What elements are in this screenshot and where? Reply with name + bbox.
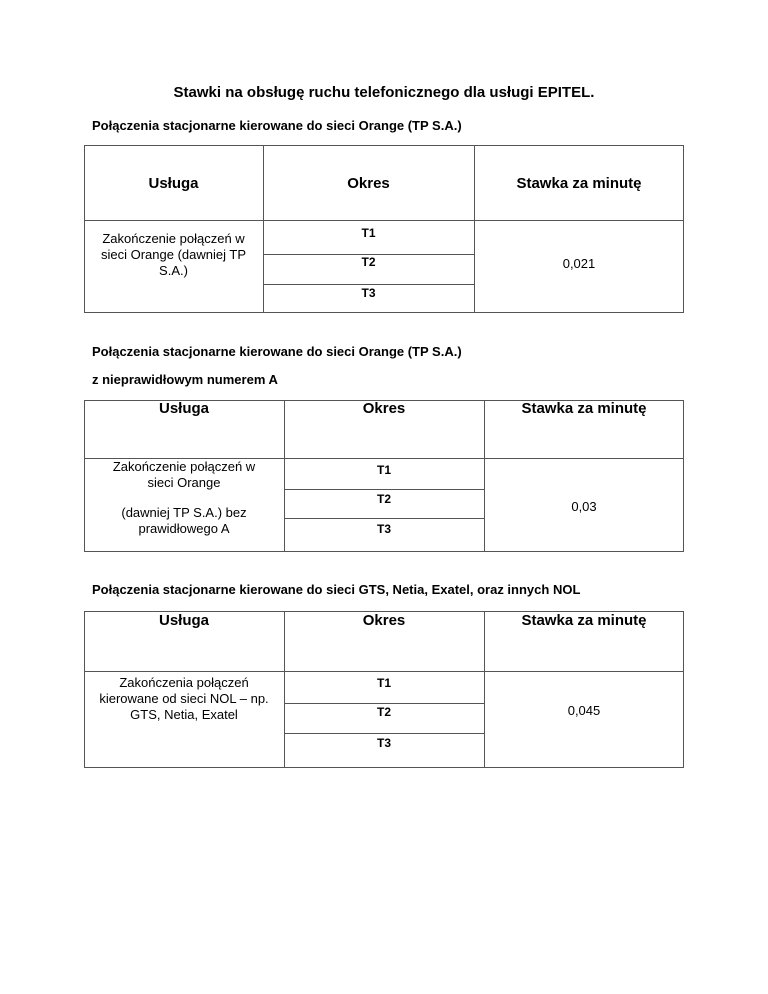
header-period: Okres xyxy=(347,175,390,192)
column-divider xyxy=(474,145,475,313)
service-line: sieci Orange (dawniej TP xyxy=(101,247,246,262)
service-line: prawidłowego A xyxy=(138,521,230,536)
section-subtitle-2: z nieprawidłowym numerem A xyxy=(92,372,278,387)
rate-value: 0,021 xyxy=(562,256,596,271)
period-divider xyxy=(263,284,474,285)
period-t1: T1 xyxy=(376,463,391,477)
period-t3: T3 xyxy=(376,736,391,750)
service-line: GTS, Netia, Exatel xyxy=(130,707,238,722)
rate-value: 0,045 xyxy=(567,703,601,718)
period-t2: T2 xyxy=(376,705,391,719)
service-line: sieci Orange xyxy=(147,475,221,490)
period-t3: T3 xyxy=(361,286,376,300)
spacer xyxy=(84,491,284,505)
period-t1: T1 xyxy=(361,226,376,240)
period-divider xyxy=(284,489,484,490)
header-period: Okres xyxy=(362,400,406,417)
section-title-3: Połączenia stacjonarne kierowane do sieci GTS, Netia, Exatel, oraz innych NOL xyxy=(92,582,581,597)
column-divider xyxy=(484,611,485,768)
service-description xyxy=(84,675,284,723)
section-title-2: Połączenia stacjonarne kierowane do sieci Orange (TP S.A.) xyxy=(92,344,462,359)
section-title-1: Połączenia stacjonarne kierowane do sieci Orange (TP S.A.) xyxy=(92,118,462,133)
service-line: (dawniej TP S.A.) bez xyxy=(121,505,247,520)
service-line: Zakończenie połączeń w xyxy=(102,231,245,246)
service-line: kierowane od sieci NOL – np. xyxy=(99,691,269,706)
service-line: Zakończenie połączeń w xyxy=(112,459,256,474)
row-divider xyxy=(84,671,684,672)
period-divider xyxy=(284,733,484,734)
period-t1: T1 xyxy=(376,676,391,690)
header-service: Usługa xyxy=(158,612,209,629)
service-line: S.A.) xyxy=(159,263,188,278)
header-rate: Stawka za minutę xyxy=(516,175,642,192)
rate-value: 0,03 xyxy=(571,499,597,514)
service-description xyxy=(84,231,263,279)
period-t2: T2 xyxy=(376,492,391,506)
row-divider xyxy=(84,220,684,221)
period-t3: T3 xyxy=(376,522,391,536)
header-service: Usługa xyxy=(148,175,199,192)
header-period: Okres xyxy=(362,612,406,629)
column-divider xyxy=(484,400,485,552)
period-divider xyxy=(284,518,484,519)
service-line: Zakończenia połączeń xyxy=(119,675,249,690)
document-title: Stawki na obsługę ruchu telefonicznego dla usługi EPITEL. xyxy=(173,84,595,101)
header-rate: Stawka za minutę xyxy=(521,612,647,629)
header-service: Usługa xyxy=(158,400,209,417)
header-rate: Stawka za minutę xyxy=(521,400,647,417)
period-divider xyxy=(284,703,484,704)
period-t2: T2 xyxy=(361,255,376,269)
service-description xyxy=(84,459,284,537)
